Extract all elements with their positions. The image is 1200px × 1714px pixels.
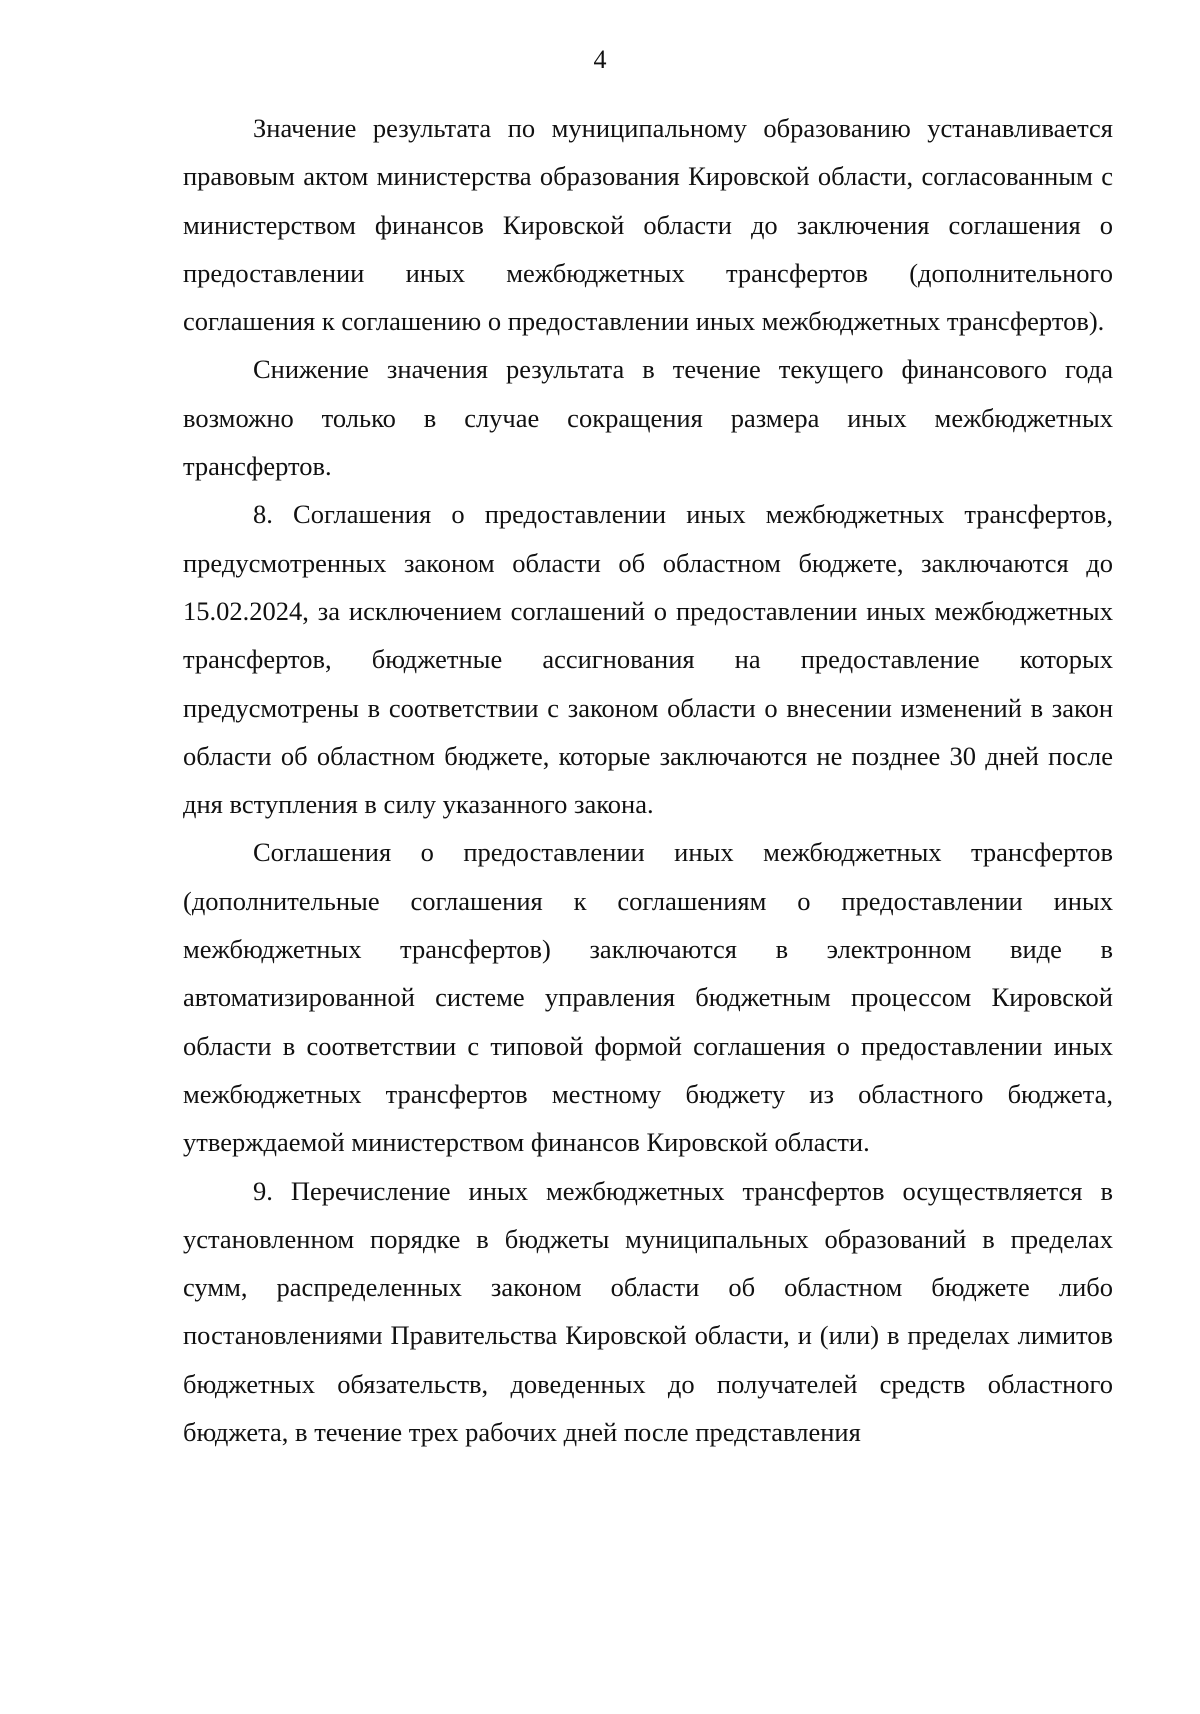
paragraph-item-8-agreements: 8. Соглашения о предоставлении иных межбюджетных трансфертов, предусмотренных законом области об областном бюджете, заключаются до 15.02.2024, за исключением соглашений о предоставлении иных межбюджетных трансфертов, бюджетные ассигнования на предоставление которых предусмотрены в соответствии с законом области о внесении изменений в закон области об областном бюджете, которые заключаются не позднее 30 дней после дня вступления в силу указанного закона. [183,499,1113,820]
paragraph-result-reduction: Снижение значения результата в течение текущего финансового года возможно только в случае сокращения размера иных межбюджетных трансфертов. [183,354,1113,482]
page-number: 4 [593,45,607,74]
paragraph-electronic-agreements: Соглашения о предоставлении иных межбюджетных трансфертов (дополнительные соглашения к соглашениям о предоставлении иных межбюджетных трансфертов) заключаются в электронном виде в автоматизированной системе управления бюджетным процессом Кировской области в соответствии с типовой формой соглашения о предоставлении иных межбюджетных трансфертов местному бюджету из областного бюджета, утверждаемой министерством финансов Кировской области. [183,837,1113,1158]
paragraph-result-value: Значение результата по муниципальному образованию устанавливается правовым актом министерства образования Кировской области, согласованным с министерством финансов Кировской области до заключения соглашения о предоставлении иных межбюджетных трансфертов (дополнительного соглашения к соглашению о предоставлении иных межбюджетных трансфертов). [183,113,1113,337]
paragraph-item-9-transfers: 9. Перечисление иных межбюджетных трансфертов осуществляется в установленном порядке в бюджеты муниципальных образований в пределах сумм, распределенных законом области об областном бюджете либо постановлениями Правительства Кировской области, и (или) в пределах лимитов бюджетных обязательств, доведенных до получателей средств областного бюджета, в течение трех рабочих дней после представления [183,1175,1113,1448]
document-body [183,104,1113,1456]
